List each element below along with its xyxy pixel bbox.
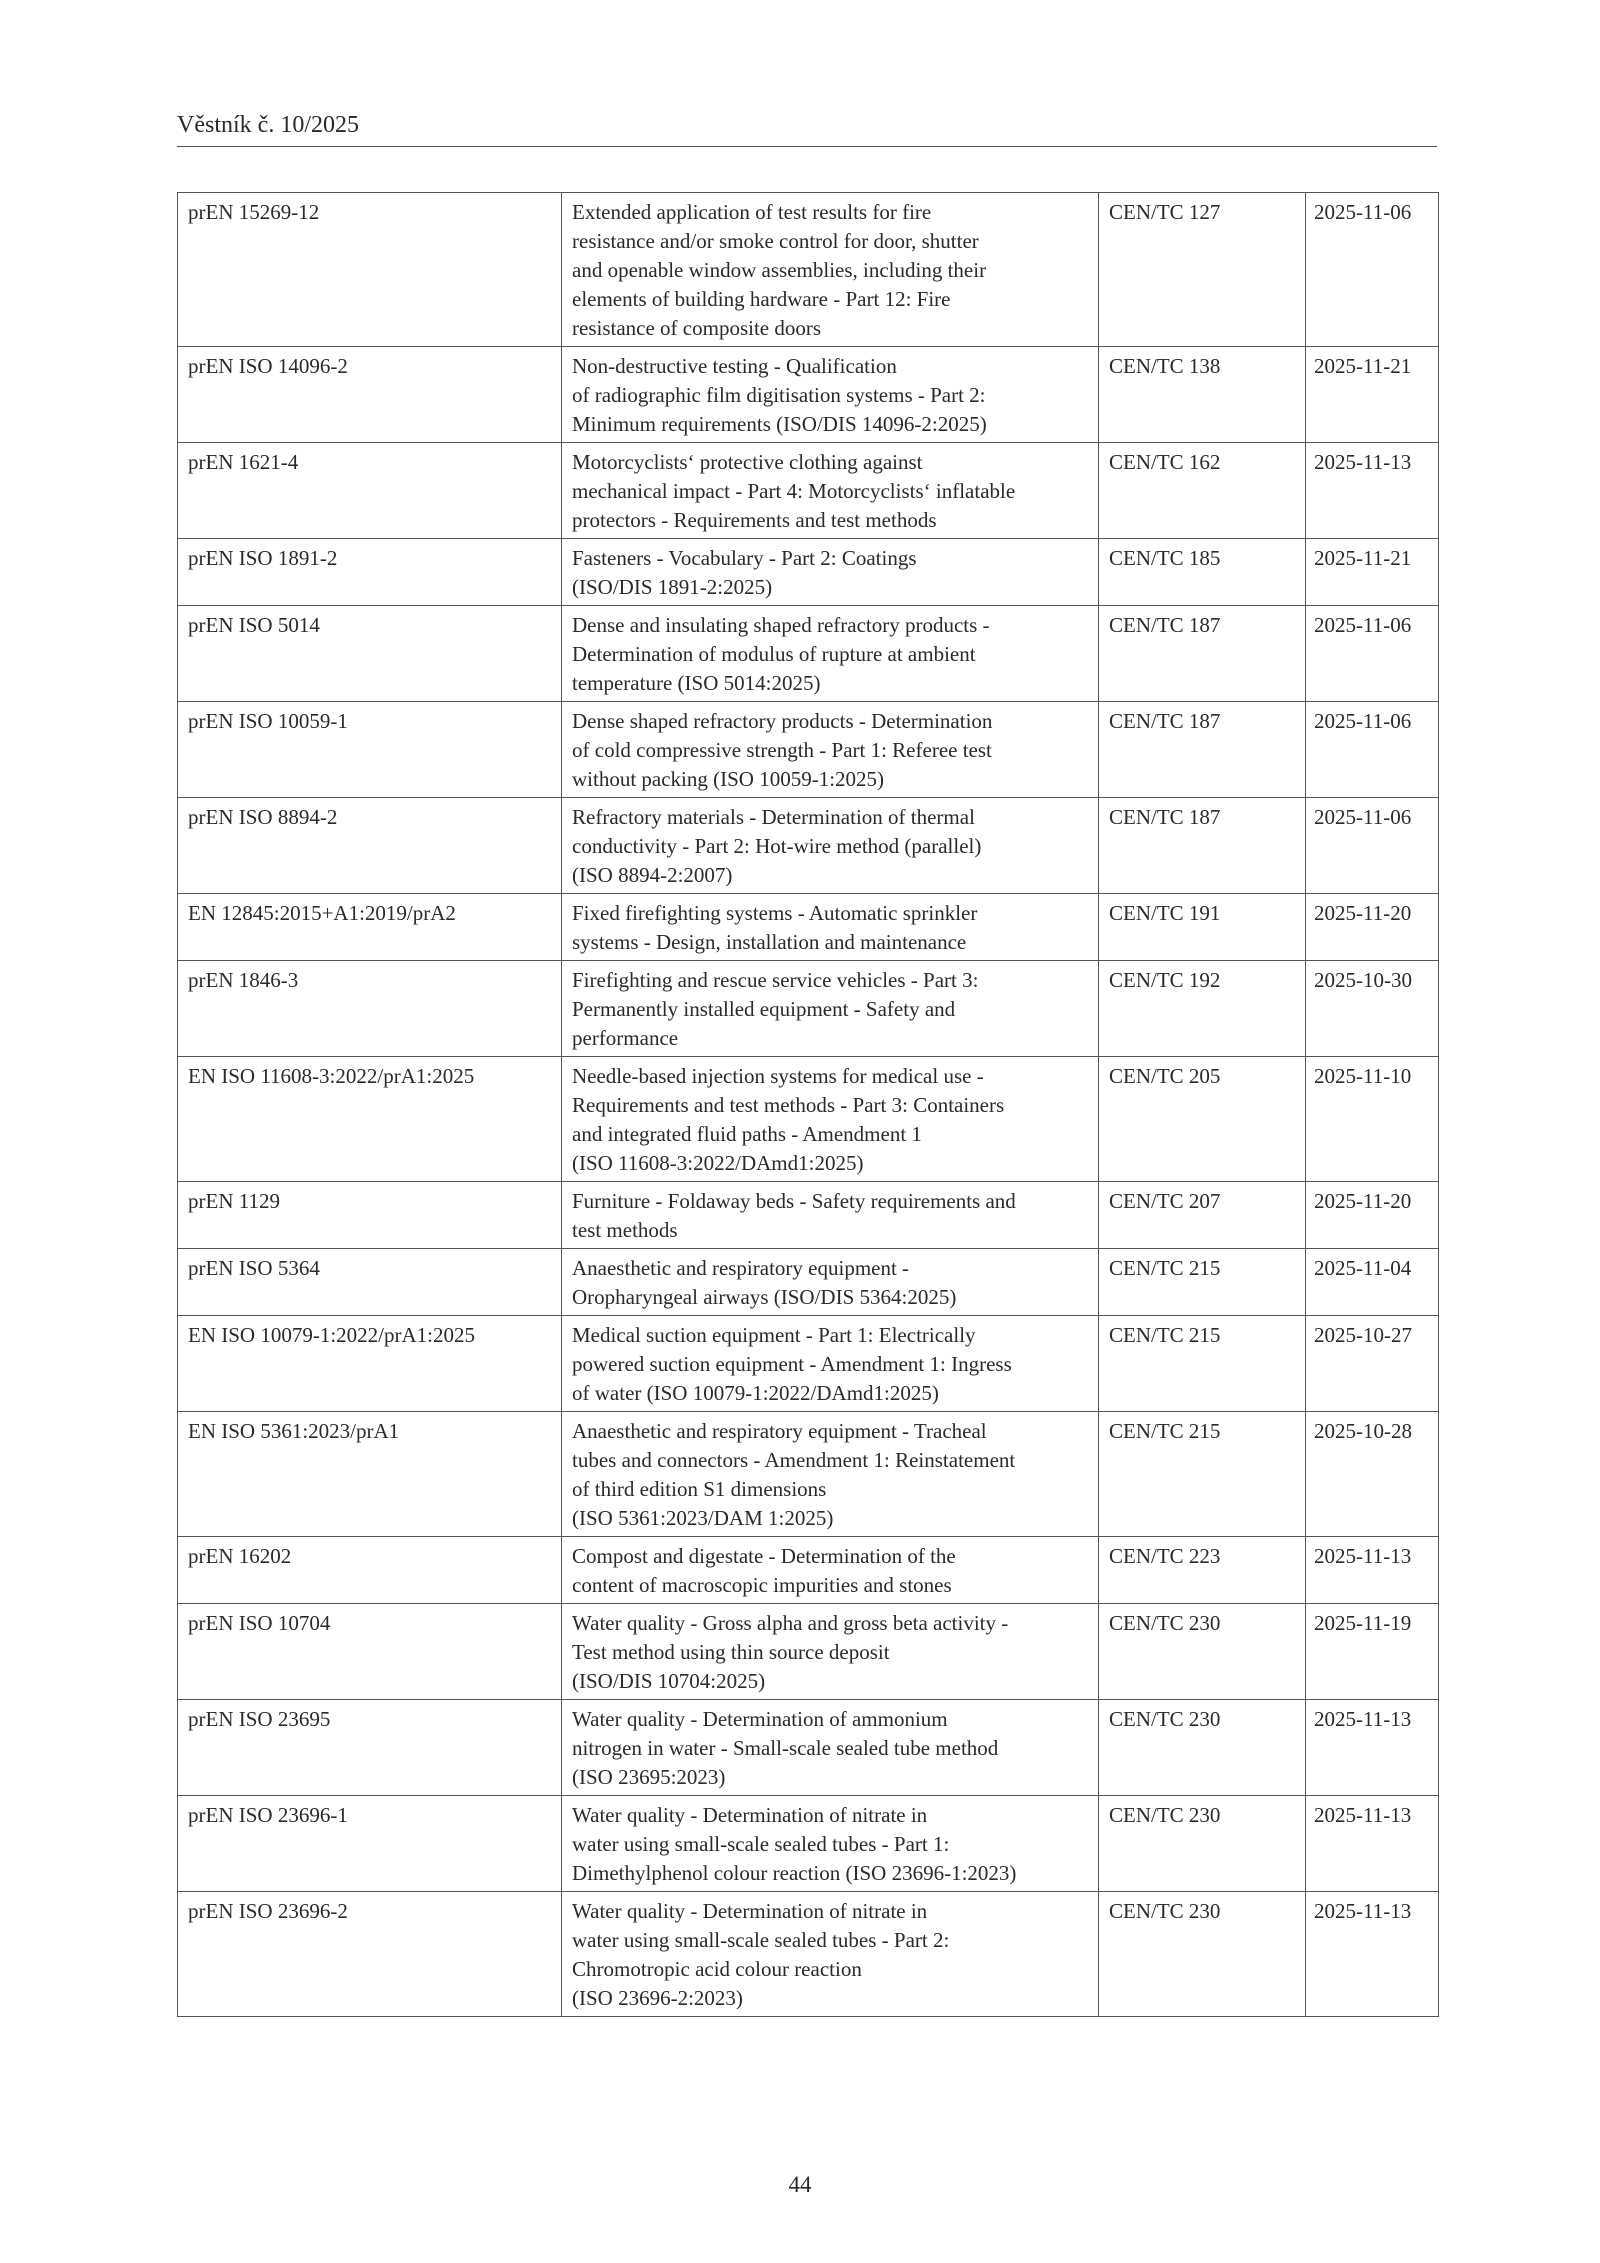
standard-code-cell: prEN ISO 10059-1 <box>178 702 562 798</box>
standard-code-cell: prEN ISO 8894-2 <box>178 798 562 894</box>
table-row <box>178 961 1439 1057</box>
standard-code-cell: prEN ISO 5364 <box>178 1249 562 1316</box>
standard-code-cell: prEN ISO 23696-2 <box>178 1892 562 2017</box>
standard-title-cell: Fasteners - Vocabulary - Part 2: Coatings (ISO/DIS 1891-2:2025) <box>562 539 1099 606</box>
committee-cell: CEN/TC 215 <box>1099 1316 1306 1412</box>
table-row <box>178 1412 1439 1537</box>
table-row <box>178 443 1439 539</box>
deadline-date-cell: 2025-11-06 <box>1306 702 1439 798</box>
table-row <box>178 702 1439 798</box>
deadline-date-cell: 2025-11-20 <box>1306 894 1439 961</box>
deadline-date-cell: 2025-11-21 <box>1306 539 1439 606</box>
committee-cell: CEN/TC 191 <box>1099 894 1306 961</box>
table-row <box>178 1537 1439 1604</box>
table-row <box>178 798 1439 894</box>
table-row <box>178 1892 1439 2017</box>
standard-code-cell: EN ISO 5361:2023/prA1 <box>178 1412 562 1537</box>
committee-cell: CEN/TC 162 <box>1099 443 1306 539</box>
standard-title-cell: Furniture - Foldaway beds - Safety requirements and test methods <box>562 1182 1099 1249</box>
table-row <box>178 1796 1439 1892</box>
committee-cell: CEN/TC 230 <box>1099 1604 1306 1700</box>
page-number: 44 <box>788 2172 812 2197</box>
standard-code-cell: prEN ISO 5014 <box>178 606 562 702</box>
deadline-date-cell: 2025-10-30 <box>1306 961 1439 1057</box>
deadline-date-cell: 2025-11-13 <box>1306 443 1439 539</box>
committee-cell: CEN/TC 207 <box>1099 1182 1306 1249</box>
committee-cell: CEN/TC 192 <box>1099 961 1306 1057</box>
standard-title-cell: Needle-based injection systems for medical use - Requirements and test methods - Part 3: Containers and integrated fluid paths - Amendment 1 (ISO 11608-3:2022/DAmd1:2025) <box>562 1057 1099 1182</box>
standard-title-cell: Water quality - Determination of nitrate in water using small-scale sealed tubes - Part 1: Dimethylphenol colour reaction (ISO 23696-1:2023) <box>562 1796 1099 1892</box>
standard-title-cell: Compost and digestate - Determination of the content of macroscopic impurities and stones <box>562 1537 1099 1604</box>
standard-code-cell: EN 12845:2015+A1:2019/prA2 <box>178 894 562 961</box>
deadline-date-cell: 2025-11-06 <box>1306 798 1439 894</box>
header-divider <box>177 146 1437 147</box>
table-row <box>178 1700 1439 1796</box>
bulletin-header: Věstník č. 10/2025 <box>177 112 359 138</box>
standard-title-cell: Non-destructive testing - Qualification of radiographic film digitisation systems - Part 2: Minimum requirements (ISO/DIS 14096-2:2025) <box>562 347 1099 443</box>
deadline-date-cell: 2025-11-20 <box>1306 1182 1439 1249</box>
table-row <box>178 1249 1439 1316</box>
deadline-date-cell: 2025-11-13 <box>1306 1892 1439 2017</box>
deadline-date-cell: 2025-10-27 <box>1306 1316 1439 1412</box>
deadline-date-cell: 2025-11-13 <box>1306 1796 1439 1892</box>
committee-cell: CEN/TC 127 <box>1099 193 1306 347</box>
standard-title-cell: Dense and insulating shaped refractory products - Determination of modulus of rupture at ambient temperature (ISO 5014:2025) <box>562 606 1099 702</box>
standard-code-cell: prEN 16202 <box>178 1537 562 1604</box>
standard-title-cell: Anaesthetic and respiratory equipment - Tracheal tubes and connectors - Amendment 1: Reinstatement of third edition S1 dimensions (ISO 5361:2023/DAM 1:2025) <box>562 1412 1099 1537</box>
standard-title-cell: Dense shaped refractory products - Determination of cold compressive strength - Part 1: Referee test without packing (ISO 10059-1:2025) <box>562 702 1099 798</box>
committee-cell: CEN/TC 185 <box>1099 539 1306 606</box>
table-row <box>178 1057 1439 1182</box>
committee-cell: CEN/TC 205 <box>1099 1057 1306 1182</box>
table-row <box>178 539 1439 606</box>
deadline-date-cell: 2025-11-19 <box>1306 1604 1439 1700</box>
committee-cell: CEN/TC 230 <box>1099 1892 1306 2017</box>
deadline-date-cell: 2025-11-10 <box>1306 1057 1439 1182</box>
table-row <box>178 347 1439 443</box>
standard-title-cell: Water quality - Determination of nitrate in water using small-scale sealed tubes - Part 2: Chromotropic acid colour reaction (ISO 23696-2:2023) <box>562 1892 1099 2017</box>
standard-title-cell: Water quality - Gross alpha and gross beta activity - Test method using thin source deposit (ISO/DIS 10704:2025) <box>562 1604 1099 1700</box>
table-row <box>178 1604 1439 1700</box>
committee-cell: CEN/TC 187 <box>1099 798 1306 894</box>
standard-title-cell: Water quality - Determination of ammonium nitrogen in water - Small-scale sealed tube method (ISO 23695:2023) <box>562 1700 1099 1796</box>
standard-code-cell: prEN 1621-4 <box>178 443 562 539</box>
committee-cell: CEN/TC 230 <box>1099 1796 1306 1892</box>
table-row <box>178 193 1439 347</box>
committee-cell: CEN/TC 187 <box>1099 702 1306 798</box>
table-row <box>178 894 1439 961</box>
deadline-date-cell: 2025-11-13 <box>1306 1537 1439 1604</box>
committee-cell: CEN/TC 215 <box>1099 1412 1306 1537</box>
standard-code-cell: prEN 1846-3 <box>178 961 562 1057</box>
committee-cell: CEN/TC 138 <box>1099 347 1306 443</box>
table-row <box>178 1182 1439 1249</box>
standards-table <box>177 192 1439 2017</box>
standard-title-cell: Extended application of test results for fire resistance and/or smoke control for door, shutter and openable window assemblies, including their elements of building hardware - Part 12: Fire resistance of composite doors <box>562 193 1099 347</box>
standard-title-cell: Medical suction equipment - Part 1: Electrically powered suction equipment - Amendment 1: Ingress of water (ISO 10079-1:2022/DAmd1:2025) <box>562 1316 1099 1412</box>
deadline-date-cell: 2025-11-06 <box>1306 606 1439 702</box>
committee-cell: CEN/TC 223 <box>1099 1537 1306 1604</box>
standard-code-cell: prEN ISO 23696-1 <box>178 1796 562 1892</box>
committee-cell: CEN/TC 215 <box>1099 1249 1306 1316</box>
deadline-date-cell: 2025-11-21 <box>1306 347 1439 443</box>
standard-code-cell: prEN 1129 <box>178 1182 562 1249</box>
deadline-date-cell: 2025-11-04 <box>1306 1249 1439 1316</box>
standard-title-cell: Anaesthetic and respiratory equipment - Oropharyngeal airways (ISO/DIS 5364:2025) <box>562 1249 1099 1316</box>
committee-cell: CEN/TC 187 <box>1099 606 1306 702</box>
standard-code-cell: prEN ISO 23695 <box>178 1700 562 1796</box>
table-row <box>178 606 1439 702</box>
committee-cell: CEN/TC 230 <box>1099 1700 1306 1796</box>
standard-code-cell: prEN 15269-12 <box>178 193 562 347</box>
standard-title-cell: Firefighting and rescue service vehicles - Part 3: Permanently installed equipment - Safety and performance <box>562 961 1099 1057</box>
deadline-date-cell: 2025-11-13 <box>1306 1700 1439 1796</box>
deadline-date-cell: 2025-10-28 <box>1306 1412 1439 1537</box>
standard-title-cell: Motorcyclists‘ protective clothing against mechanical impact - Part 4: Motorcyclists‘ inflatable protectors - Requirements and test methods <box>562 443 1099 539</box>
table-row <box>178 1316 1439 1412</box>
standard-code-cell: prEN ISO 10704 <box>178 1604 562 1700</box>
standard-code-cell: prEN ISO 14096-2 <box>178 347 562 443</box>
standard-title-cell: Fixed firefighting systems - Automatic sprinkler systems - Design, installation and maintenance <box>562 894 1099 961</box>
standard-code-cell: EN ISO 11608-3:2022/prA1:2025 <box>178 1057 562 1182</box>
standard-title-cell: Refractory materials - Determination of thermal conductivity - Part 2: Hot-wire method (parallel) (ISO 8894-2:2007) <box>562 798 1099 894</box>
deadline-date-cell: 2025-11-06 <box>1306 193 1439 347</box>
standard-code-cell: EN ISO 10079-1:2022/prA1:2025 <box>178 1316 562 1412</box>
standard-code-cell: prEN ISO 1891-2 <box>178 539 562 606</box>
